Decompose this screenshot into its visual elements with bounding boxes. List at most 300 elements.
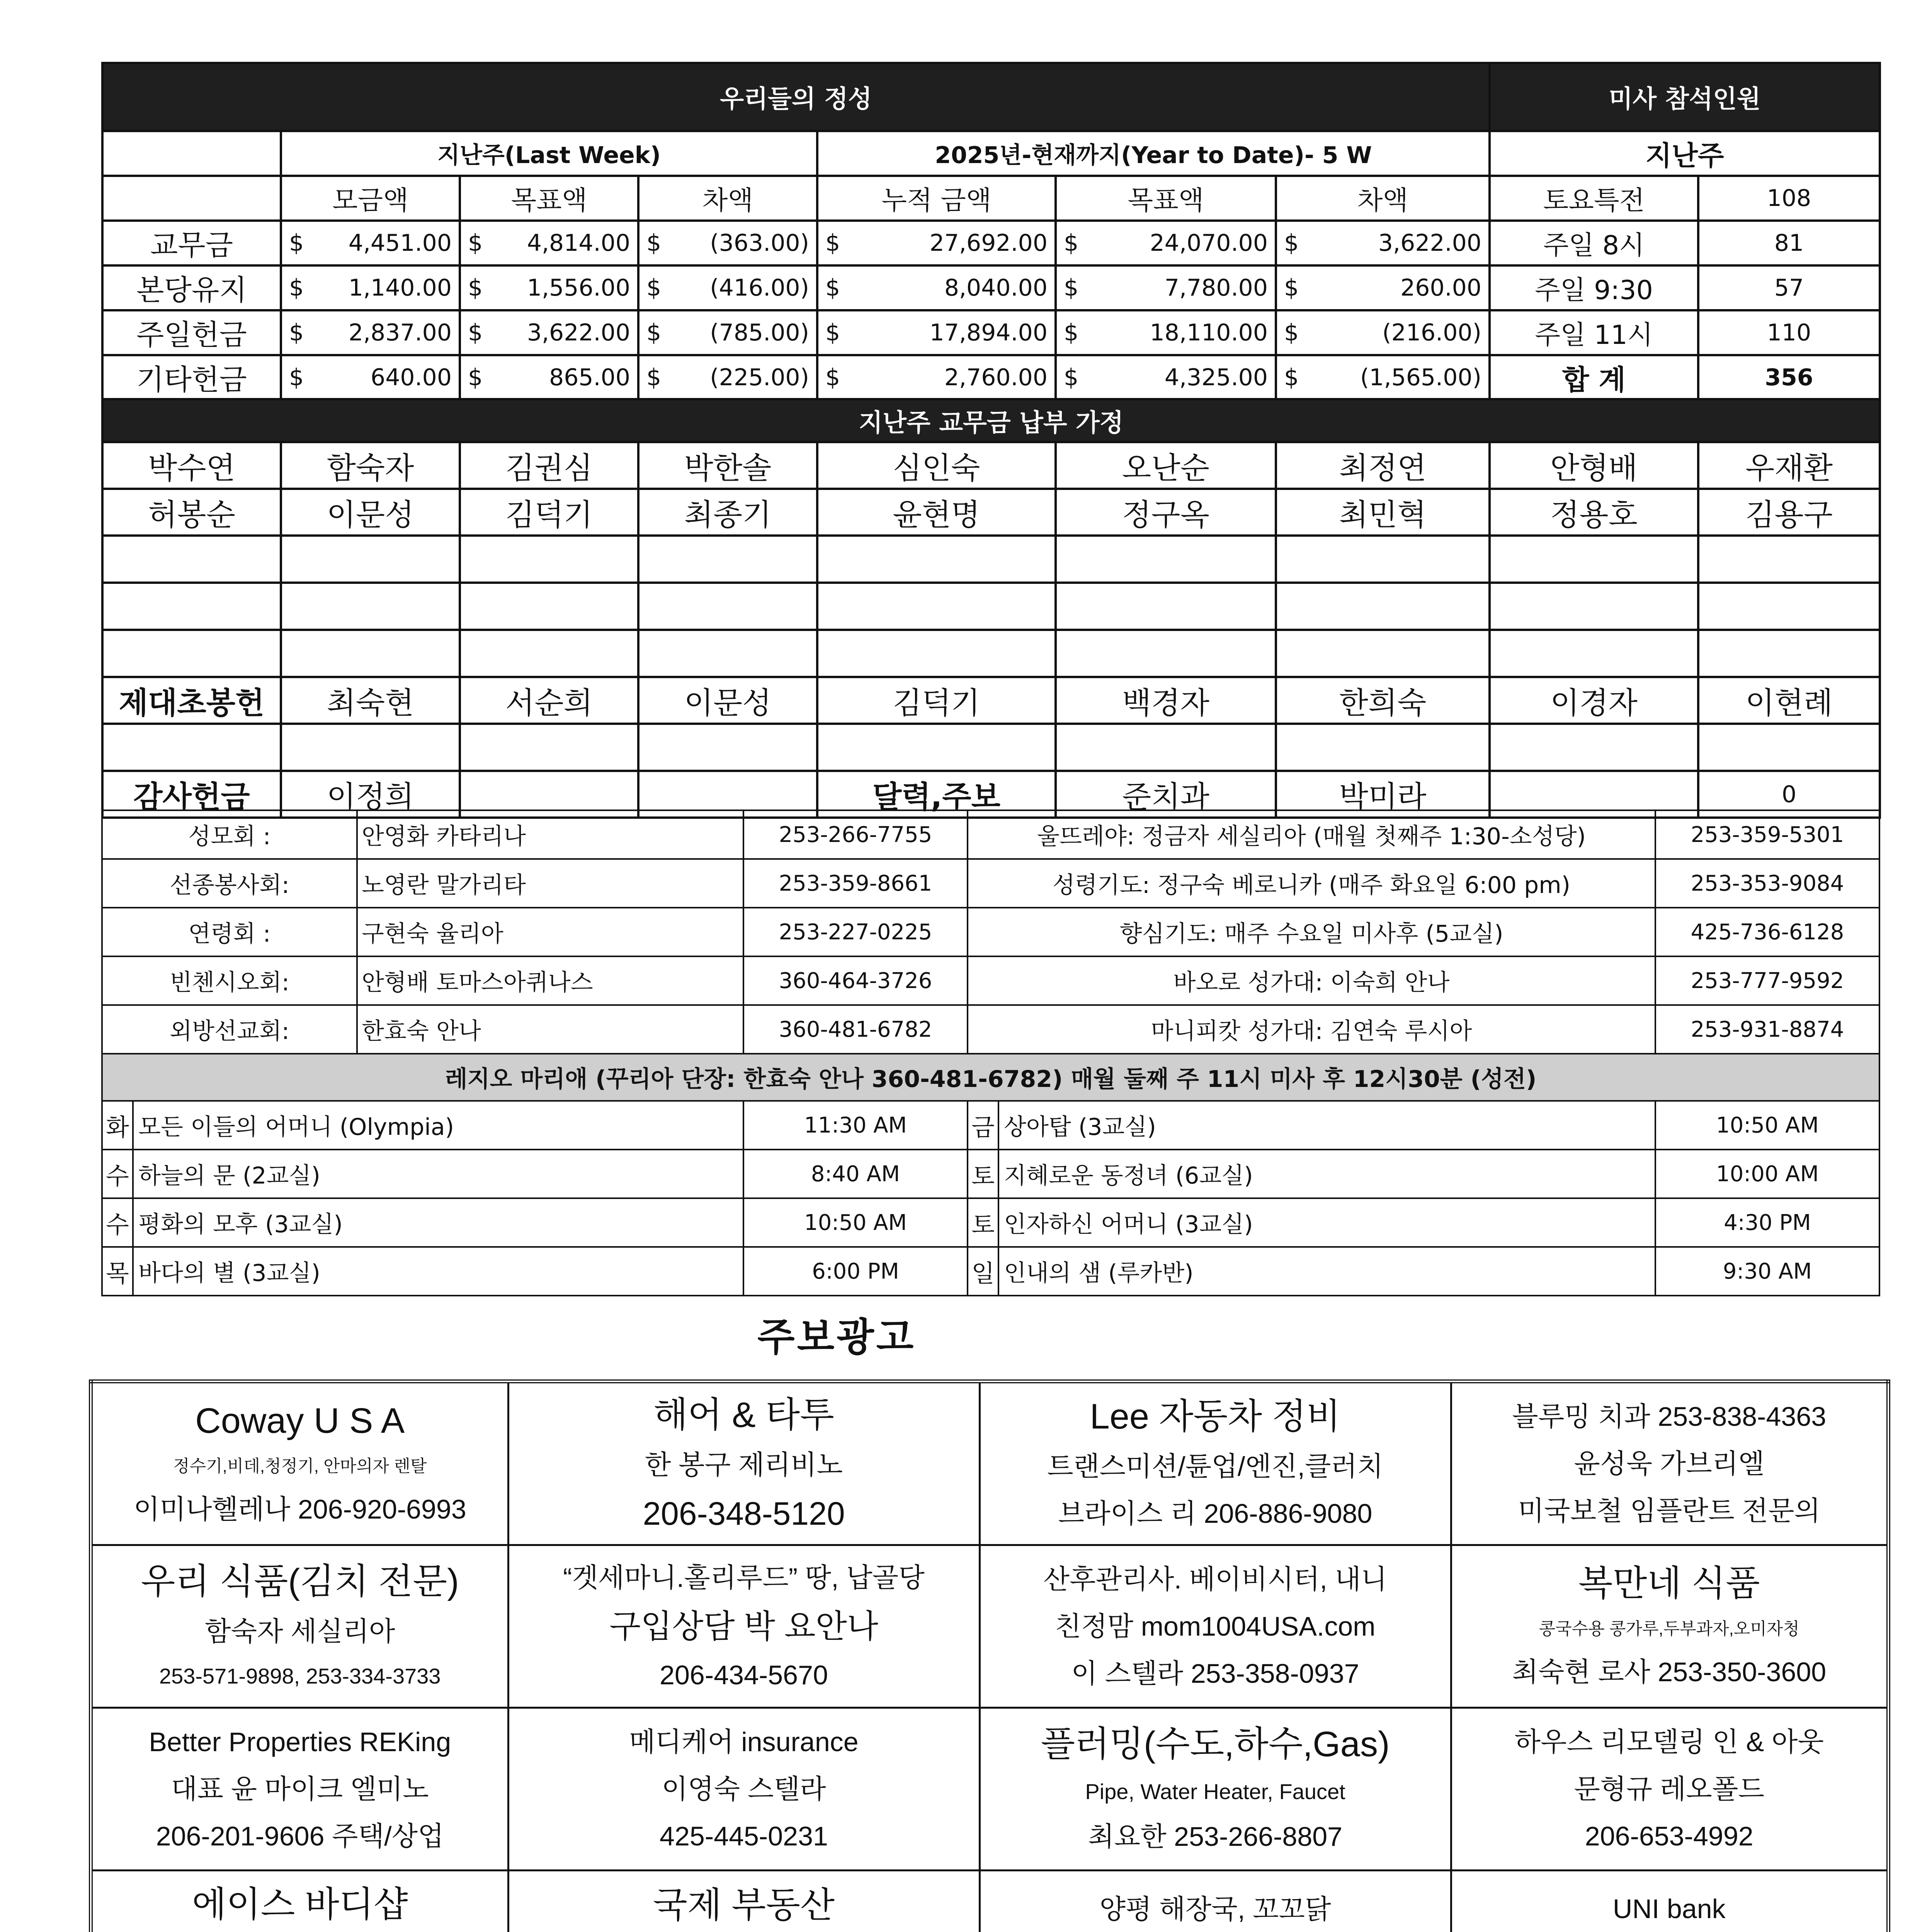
ad-line: 206-653-4992 xyxy=(1585,1821,1753,1851)
dollar-sign: $ xyxy=(825,364,840,391)
finance-col-header: 차액 xyxy=(1276,176,1490,221)
blank-cell xyxy=(1276,630,1490,677)
org-phone: 360-464-3726 xyxy=(743,956,968,1005)
schedule-name: 모든 이들의 어머니 (Olympia) xyxy=(133,1101,743,1150)
amount-value: 865.00 xyxy=(549,364,630,391)
finance-row xyxy=(102,221,1880,265)
schedule-time: 9:30 AM xyxy=(1655,1247,1879,1296)
dollar-sign: $ xyxy=(289,364,304,391)
total-count: 356 xyxy=(1698,355,1880,400)
altar-donor-name: 서순희 xyxy=(460,677,638,724)
total-label: 합 계 xyxy=(1490,355,1698,400)
dollar-sign: $ xyxy=(646,230,662,257)
schedule-day: 토 xyxy=(968,1198,998,1247)
schedule-time: 4:30 PM xyxy=(1655,1198,1879,1247)
donor-name: 정구옥 xyxy=(1056,489,1276,536)
ad-line: 구입상담 박 요안나 xyxy=(609,1608,878,1645)
donor-name: 최정연 xyxy=(1276,442,1490,489)
calendar-label: 달력,주보 xyxy=(817,771,1056,818)
ad-line: UNI bank xyxy=(1612,1894,1726,1924)
ads-title: 주보광고 xyxy=(757,1315,916,1360)
money-cell xyxy=(282,319,459,346)
money-cell xyxy=(282,364,459,391)
finance-amount xyxy=(460,221,638,265)
dollar-sign: $ xyxy=(825,319,840,346)
ytd-header: 2025년-현재까지(Year to Date)- 5 W xyxy=(817,131,1490,176)
donor-name: 우재환 xyxy=(1698,442,1880,489)
finance-amount xyxy=(281,221,460,265)
org-phone: 253-227-0225 xyxy=(743,908,968,956)
thanks-name: 이정희 xyxy=(281,771,460,818)
money-cell xyxy=(1277,319,1488,346)
schedule-row xyxy=(102,1101,1879,1150)
calendar-name: 박미라 xyxy=(1276,771,1490,818)
schedule-time: 11:30 AM xyxy=(743,1101,968,1150)
ad-line: 블루밍 치과 253-838-4363 xyxy=(1512,1401,1827,1432)
blank-cell xyxy=(1698,724,1880,771)
org-right-text: 울뜨레야: 정금자 세실리아 (매월 첫째주 1:30-소성당) xyxy=(968,810,1655,859)
ads-row xyxy=(91,1381,1888,1545)
ad-line: 한 봉구 제리비노 xyxy=(645,1449,843,1480)
legio-banner: 레지오 마리애 (꾸리아 단장: 한효숙 안나 360-481-6782) 매월 둘째 주 11시 미사 후 12시30분 (성전) xyxy=(102,1054,1879,1101)
ad-line: Better Properties REKing xyxy=(149,1727,451,1757)
amount-value: 3,622.00 xyxy=(527,319,630,346)
org-row xyxy=(102,956,1879,1005)
altar-donor-name: 이문성 xyxy=(638,677,817,724)
org-phone: 360-481-6782 xyxy=(743,1005,968,1054)
blank-cell xyxy=(1056,583,1276,630)
donor-name: 최종기 xyxy=(638,489,817,536)
finance-amount xyxy=(817,265,1056,310)
blank-cell xyxy=(102,630,281,677)
org-row xyxy=(102,1005,1879,1054)
amount-value: (1,565.00) xyxy=(1360,364,1482,391)
schedule-day: 수 xyxy=(102,1198,133,1247)
schedule-time: 10:50 AM xyxy=(1655,1101,1879,1150)
ad-line: 브라이스 리 206-886-9080 xyxy=(1058,1498,1372,1529)
finance-row-label: 기타헌금 xyxy=(102,355,281,400)
money-cell xyxy=(639,230,816,257)
attendance-count: 57 xyxy=(1698,265,1880,310)
finance-amount xyxy=(281,355,460,400)
dollar-sign: $ xyxy=(1284,319,1299,346)
ad-cell xyxy=(91,1545,508,1708)
blank-cell xyxy=(460,536,638,583)
ad-line: 산후관리사. 베이비시터, 내니 xyxy=(1043,1564,1387,1594)
attendance-label: 주일 9:30 xyxy=(1490,265,1698,310)
finance-amount xyxy=(638,221,817,265)
finance-col-header: 차액 xyxy=(638,176,817,221)
donors-table xyxy=(101,398,1881,819)
finance-amount xyxy=(638,265,817,310)
blank-cell xyxy=(281,724,460,771)
schedule-row xyxy=(102,1150,1879,1198)
blank-cell xyxy=(460,583,638,630)
money-cell xyxy=(1277,230,1488,257)
dollar-sign: $ xyxy=(646,274,662,301)
blank-cell xyxy=(1698,536,1880,583)
dollar-sign: $ xyxy=(1064,364,1079,391)
thanks-label: 감사헌금 xyxy=(102,771,281,818)
blank-cell xyxy=(638,536,817,583)
org-right-text: 마니피캇 성가대: 김연숙 루시아 xyxy=(968,1005,1655,1054)
finance-amount xyxy=(1056,310,1276,355)
donor-name: 이문성 xyxy=(281,489,460,536)
attendance-label: 주일 8시 xyxy=(1490,221,1698,265)
ad-line: Lee 자동차 정비 xyxy=(1090,1396,1341,1436)
amount-value: 260.00 xyxy=(1400,274,1482,301)
ad-cell xyxy=(980,1545,1451,1708)
finance-amount xyxy=(817,355,1056,400)
amount-value: 640.00 xyxy=(371,364,452,391)
ad-cell xyxy=(91,1381,508,1545)
finance-amount xyxy=(817,221,1056,265)
blank-cell xyxy=(638,583,817,630)
money-cell xyxy=(1277,274,1488,301)
money-cell xyxy=(639,319,816,346)
blank-cell xyxy=(281,536,460,583)
ad-line: Coway U S A xyxy=(195,1401,405,1440)
blank-cell xyxy=(1276,583,1490,630)
money-cell xyxy=(461,319,637,346)
finance-amount xyxy=(1276,221,1490,265)
money-cell xyxy=(1057,364,1275,391)
ad-line: 해어 & 타투 xyxy=(653,1395,834,1435)
schedule-day: 토 xyxy=(968,1150,998,1198)
blank-cell xyxy=(817,536,1056,583)
donors-title: 지난주 교무금 납부 가정 xyxy=(102,399,1880,442)
amount-value: 24,070.00 xyxy=(1150,230,1268,257)
attendance-count: 108 xyxy=(1698,176,1880,221)
dollar-sign: $ xyxy=(468,319,483,346)
ad-cell xyxy=(508,1545,980,1708)
schedule-name: 바다의 별 (3교실) xyxy=(133,1247,743,1296)
blank-cell xyxy=(1490,536,1698,583)
finance-amount xyxy=(1276,355,1490,400)
ad-cell xyxy=(1451,1708,1888,1871)
money-cell xyxy=(461,274,637,301)
money-cell xyxy=(818,274,1054,301)
money-cell xyxy=(282,230,459,257)
money-cell xyxy=(461,364,637,391)
schedule-time: 10:50 AM xyxy=(743,1198,968,1247)
money-cell xyxy=(1057,230,1275,257)
money-cell xyxy=(818,230,1054,257)
ad-cell xyxy=(508,1871,980,1932)
legio-row xyxy=(102,1054,1879,1101)
donor-name: 허봉순 xyxy=(102,489,281,536)
org-name: 선종봉사회: xyxy=(102,859,357,908)
org-phone: 253-353-9084 xyxy=(1655,859,1879,908)
finance-amount xyxy=(638,310,817,355)
schedule-day: 목 xyxy=(102,1247,133,1296)
org-right-text: 성령기도: 정구숙 베로니카 (매주 화요일 6:00 pm) xyxy=(968,859,1655,908)
blank-cell xyxy=(1490,630,1698,677)
blank-cell xyxy=(1698,630,1880,677)
blank-cell xyxy=(817,583,1056,630)
amount-value: (363.00) xyxy=(710,230,809,257)
ad-line: 트랜스미션/튠업/엔진,클러치 xyxy=(1047,1451,1383,1481)
amount-value: 4,814.00 xyxy=(527,230,630,257)
dollar-sign: $ xyxy=(468,364,483,391)
finance-row-label: 본당유지 xyxy=(102,265,281,310)
finance-row xyxy=(102,265,1880,310)
schedule-day: 화 xyxy=(102,1101,133,1150)
donor-name: 김덕기 xyxy=(460,489,638,536)
dollar-sign: $ xyxy=(1064,230,1079,257)
amount-value: 8,040.00 xyxy=(944,274,1048,301)
blank-cell xyxy=(102,724,281,771)
ad-line: 플러밍(수도,하수,Gas) xyxy=(1041,1724,1390,1764)
ad-line: 문형규 레오폴드 xyxy=(1574,1774,1765,1804)
money-cell xyxy=(461,230,637,257)
ad-cell xyxy=(980,1871,1451,1932)
donor-name: 오난순 xyxy=(1056,442,1276,489)
blank-cell xyxy=(1056,630,1276,677)
ad-line: 하우스 리모델링 인 & 아웃 xyxy=(1514,1727,1824,1757)
blank-cell xyxy=(1276,724,1490,771)
org-phone: 253-931-8874 xyxy=(1655,1005,1879,1054)
dollar-sign: $ xyxy=(646,319,662,346)
money-cell xyxy=(1277,364,1488,391)
ad-line: 메디케어 insurance xyxy=(629,1727,859,1757)
finance-amount xyxy=(1056,265,1276,310)
attendance-title: 미사 참석인원 xyxy=(1490,63,1880,131)
donor-name: 함숙자 xyxy=(281,442,460,489)
blank-cell xyxy=(1056,536,1276,583)
org-name: 연령회 : xyxy=(102,908,357,956)
attendance-last-week-header: 지난주 xyxy=(1490,131,1880,176)
finance-table xyxy=(101,62,1881,401)
org-row xyxy=(102,859,1879,908)
finance-amount xyxy=(1056,221,1276,265)
ad-cell xyxy=(1451,1545,1888,1708)
finance-amount xyxy=(281,310,460,355)
altar-donor-name: 이경자 xyxy=(1490,677,1698,724)
finance-amount xyxy=(638,355,817,400)
ad-line: 미국보철 임플란트 전문의 xyxy=(1518,1496,1821,1526)
amount-value: 27,692.00 xyxy=(929,230,1048,257)
org-person: 안형배 토마스아퀴나스 xyxy=(357,956,743,1005)
dollar-sign: $ xyxy=(1284,364,1299,391)
dollar-sign: $ xyxy=(468,274,483,301)
schedule-name: 상아탑 (3교실) xyxy=(998,1101,1655,1150)
finance-amount xyxy=(1276,265,1490,310)
amount-value: 7,780.00 xyxy=(1164,274,1268,301)
ad-line: 윤성욱 가브리엘 xyxy=(1574,1449,1765,1479)
blank-cell xyxy=(638,630,817,677)
finance-row xyxy=(102,355,1880,400)
schedule-row xyxy=(102,1247,1879,1296)
donor-name: 정용호 xyxy=(1490,489,1698,536)
dollar-sign: $ xyxy=(825,230,840,257)
schedule-name: 하늘의 문 (2교실) xyxy=(133,1150,743,1198)
ad-line: Pipe, Water Heater, Faucet xyxy=(1085,1779,1345,1804)
calendar-name: 준치과 xyxy=(1056,771,1276,818)
ad-cell xyxy=(980,1381,1451,1545)
org-phone: 253-266-7755 xyxy=(743,810,968,859)
amount-value: 1,556.00 xyxy=(527,274,630,301)
ad-line: 최요한 253-266-8807 xyxy=(1088,1821,1343,1852)
schedule-name: 인내의 샘 (루카반) xyxy=(998,1247,1655,1296)
schedule-name: 인자하신 어머니 (3교실) xyxy=(998,1198,1655,1247)
org-row xyxy=(102,810,1879,859)
ad-line: 이미나헬레나 206-920-6993 xyxy=(133,1494,466,1524)
amount-value: 3,622.00 xyxy=(1378,230,1482,257)
schedule-name: 평화의 모후 (3교실) xyxy=(133,1198,743,1247)
ad-line: 이영숙 스텔라 xyxy=(662,1774,826,1804)
donor-name: 박수연 xyxy=(102,442,281,489)
altar-donor-name: 최숙현 xyxy=(281,677,460,724)
ad-line: 친정맘 mom1004USA.com xyxy=(1055,1611,1376,1641)
ad-line: 206-201-9606 주택/상업 xyxy=(156,1821,444,1851)
dollar-sign: $ xyxy=(825,274,840,301)
amount-value: 4,451.00 xyxy=(348,230,452,257)
finance-amount xyxy=(460,355,638,400)
donor-name: 최민혁 xyxy=(1276,489,1490,536)
org-name: 빈첸시오회: xyxy=(102,956,357,1005)
dollar-sign: $ xyxy=(1064,319,1079,346)
altar-donor-name: 김덕기 xyxy=(817,677,1056,724)
finance-amount xyxy=(1056,355,1276,400)
finance-row-label: 주일헌금 xyxy=(102,310,281,355)
ad-line: 우리 식품(김치 전문) xyxy=(141,1561,459,1601)
blank-cell xyxy=(1276,536,1490,583)
ad-line: 정수기,비데,청정기, 안마의자 렌탈 xyxy=(173,1456,427,1476)
blank-cell xyxy=(1698,583,1880,630)
schedule-day: 금 xyxy=(968,1101,998,1150)
finance-amount xyxy=(460,265,638,310)
schedule-name: 지혜로운 동정녀 (6교실) xyxy=(998,1150,1655,1198)
amount-value: 2,760.00 xyxy=(944,364,1048,391)
ad-line: 최숙현 로사 253-350-3600 xyxy=(1512,1656,1827,1687)
dollar-sign: $ xyxy=(468,230,483,257)
altar-label: 제대초봉헌 xyxy=(102,677,281,724)
attendance-label: 토요특전 xyxy=(1490,176,1698,221)
ad-cell xyxy=(508,1381,980,1545)
dollar-sign: $ xyxy=(289,230,304,257)
org-phone: 253-359-8661 xyxy=(743,859,968,908)
amount-value: (416.00) xyxy=(710,274,809,301)
ad-cell xyxy=(91,1871,508,1932)
schedule-time: 10:00 AM xyxy=(1655,1150,1879,1198)
org-right-text: 바오로 성가대: 이숙희 안나 xyxy=(968,956,1655,1005)
donor-name: 안형배 xyxy=(1490,442,1698,489)
altar-donor-name: 이현례 xyxy=(1698,677,1880,724)
blank-cell xyxy=(102,583,281,630)
ad-line: 253-571-9898, 253-334-3733 xyxy=(159,1663,441,1688)
ad-line: 425-445-0231 xyxy=(660,1821,828,1851)
org-name: 성모회 : xyxy=(102,810,357,859)
dollar-sign: $ xyxy=(289,319,304,346)
attendance-label: 주일 11시 xyxy=(1490,310,1698,355)
blank-cell xyxy=(638,724,817,771)
zero-value: 0 xyxy=(1698,771,1880,818)
amount-value: 2,837.00 xyxy=(348,319,452,346)
blank-cell xyxy=(1490,724,1698,771)
dollar-sign: $ xyxy=(646,364,662,391)
ads-table xyxy=(89,1379,1890,1932)
amount-value: (785.00) xyxy=(710,319,809,346)
altar-donor-name: 백경자 xyxy=(1056,677,1276,724)
altar-donor-name: 한희숙 xyxy=(1276,677,1490,724)
ad-line: 이 스텔라 253-358-0937 xyxy=(1071,1658,1359,1689)
money-cell xyxy=(818,364,1054,391)
org-person: 구현숙 율리아 xyxy=(357,908,743,956)
finance-row xyxy=(102,310,1880,355)
ad-line xyxy=(93,1931,507,1932)
dollar-sign: $ xyxy=(1284,230,1299,257)
blank-cell xyxy=(281,583,460,630)
money-cell xyxy=(639,274,816,301)
amount-value: (216.00) xyxy=(1382,319,1482,346)
finance-col-header: 목표액 xyxy=(1056,176,1276,221)
dollar-sign: $ xyxy=(1064,274,1079,301)
money-cell xyxy=(818,319,1054,346)
ad-line: 함숙자 세실리아 xyxy=(204,1616,395,1646)
schedule-time: 6:00 PM xyxy=(743,1247,968,1296)
finance-amount xyxy=(817,310,1056,355)
attendance-count: 110 xyxy=(1698,310,1880,355)
ad-line: 콩국수용 콩가루,두부과자,오미자청 xyxy=(1539,1619,1799,1638)
schedule-day: 수 xyxy=(102,1150,133,1198)
ad-cell xyxy=(91,1708,508,1871)
blank-cell xyxy=(102,536,281,583)
org-right-text: 향심기도: 매주 수요일 미사후 (5교실) xyxy=(968,908,1655,956)
donor-name: 심인숙 xyxy=(817,442,1056,489)
amount-value: 18,110.00 xyxy=(1150,319,1268,346)
last-week-header: 지난주(Last Week) xyxy=(281,131,817,176)
blank-cell xyxy=(817,724,1056,771)
finance-col-header: 목표액 xyxy=(460,176,638,221)
ad-line: “겟세마니.홀리루드” 땅, 납골당 xyxy=(563,1563,925,1593)
money-cell xyxy=(639,364,816,391)
schedule-row xyxy=(102,1198,1879,1247)
org-phone: 253-777-9592 xyxy=(1655,956,1879,1005)
donor-name: 김용구 xyxy=(1698,489,1880,536)
ad-line: 양평 해장국, 꼬꼬닭 xyxy=(1099,1894,1331,1924)
dollar-sign: $ xyxy=(289,274,304,301)
ad-line: 국제 부동산 xyxy=(653,1885,835,1925)
amount-value: 17,894.00 xyxy=(929,319,1048,346)
donor-name: 윤현명 xyxy=(817,489,1056,536)
blank-cell xyxy=(102,176,281,221)
amount-value: (225.00) xyxy=(710,364,809,391)
blank-cell xyxy=(1490,583,1698,630)
schedule-time: 8:40 AM xyxy=(743,1150,968,1198)
ad-line: 206-348-5120 xyxy=(643,1495,845,1532)
finance-title: 우리들의 정성 xyxy=(102,63,1490,131)
organizations-table xyxy=(101,810,1880,1296)
money-cell xyxy=(282,274,459,301)
org-name: 외방선교회: xyxy=(102,1005,357,1054)
ad-line: 복만네 식품 xyxy=(1578,1563,1760,1603)
org-person: 한효숙 안나 xyxy=(357,1005,743,1054)
org-row xyxy=(102,908,1879,956)
finance-amount xyxy=(460,310,638,355)
blank-cell xyxy=(460,630,638,677)
schedule-day: 일 xyxy=(968,1247,998,1296)
attendance-count: 81 xyxy=(1698,221,1880,265)
blank-cell xyxy=(460,724,638,771)
org-phone: 253-359-5301 xyxy=(1655,810,1879,859)
amount-value: 4,325.00 xyxy=(1164,364,1268,391)
money-cell xyxy=(1057,274,1275,301)
blank-cell xyxy=(281,630,460,677)
org-person: 안영화 카타리나 xyxy=(357,810,743,859)
ad-cell xyxy=(1451,1381,1888,1545)
org-person: 노영란 말가리타 xyxy=(357,859,743,908)
